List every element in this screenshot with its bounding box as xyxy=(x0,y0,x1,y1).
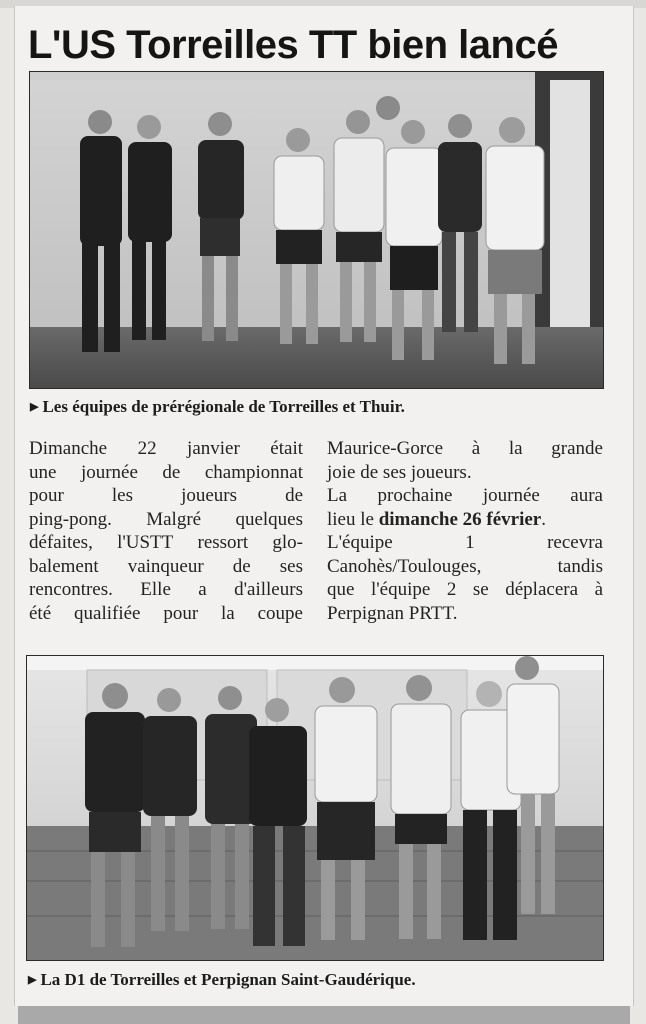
caption-arrow-icon: ▶ xyxy=(28,974,37,986)
body-line: une journée de championnat xyxy=(29,461,303,483)
body-line: Dimanche 22 janvier était xyxy=(29,438,303,459)
article-column-right xyxy=(327,437,603,625)
photo1-caption: ▶ Les équipes de prérégionale de Torreilles et Thuir. xyxy=(30,397,405,416)
team-photo-preregionale xyxy=(29,71,604,389)
body-line: balement vainqueur de ses xyxy=(29,555,303,577)
team-photo-d1 xyxy=(26,655,604,961)
body-line: que l'équipe 2 se déplacera à xyxy=(327,579,603,600)
photo2-caption: ▶ La D1 de Torreilles et Perpignan Saint-Gaudérique. xyxy=(28,970,416,989)
body-line: pour les joueurs de xyxy=(29,485,303,506)
date-highlight: dimanche 26 février xyxy=(378,508,542,530)
article-headline: L'US Torreilles TT bien lancé xyxy=(28,23,558,67)
body-line: La prochaine journée aura xyxy=(327,485,603,506)
caption-arrow-icon: ▶ xyxy=(30,401,39,413)
body-line: Perpignan PRTT. xyxy=(327,602,458,624)
body-line: lieu le dimanche 26 février. xyxy=(327,508,546,530)
body-line: joie de ses joueurs. xyxy=(327,461,472,483)
body-line: ping-pong. Malgré quelques xyxy=(29,508,303,530)
body-line: été qualifiée pour la coupe xyxy=(29,602,303,624)
article-column-left xyxy=(29,437,303,625)
body-line: L'équipe 1 recevra xyxy=(327,532,603,553)
body-line: rencontres. Elle a d'ailleurs xyxy=(29,579,303,600)
body-line: défaites, l'USTT ressort glo- xyxy=(29,532,303,553)
body-line: Maurice-Gorce à la grande xyxy=(327,438,603,459)
scan-edge-bottom xyxy=(18,1006,630,1024)
body-line: Canohès/Toulouges, tandis xyxy=(327,555,603,577)
